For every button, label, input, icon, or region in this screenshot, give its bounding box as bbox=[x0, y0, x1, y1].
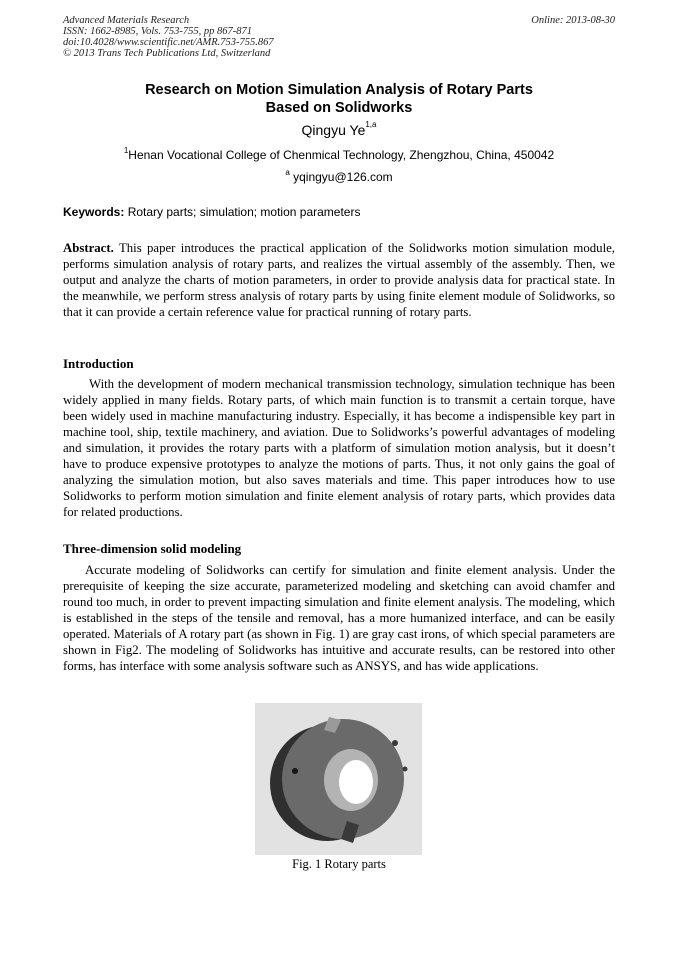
journal-name: Advanced Materials Research bbox=[63, 15, 190, 26]
rotary-part-image bbox=[255, 703, 422, 855]
keywords-label: Keywords: bbox=[63, 205, 125, 219]
issn-line: ISSN: 1662-8985, Vols. 753-755, pp 867-871 bbox=[63, 26, 252, 37]
title-line-1: Research on Motion Simulation Analysis of Rotary Parts bbox=[145, 82, 533, 98]
journal-header bbox=[63, 15, 615, 59]
rotary-part-figure bbox=[255, 703, 422, 855]
affiliation-text: Henan Vocational College of Chenmical Technology, Zhengzhou, China, 450042 bbox=[128, 148, 555, 162]
email-sup: a bbox=[285, 168, 290, 177]
author-line bbox=[63, 122, 615, 138]
email-line bbox=[63, 170, 615, 184]
author-sup: 1,a bbox=[365, 120, 377, 129]
copyright-line: © 2013 Trans Tech Publications Ltd, Switzerland bbox=[63, 48, 271, 59]
affiliation-sup: 1 bbox=[123, 146, 129, 155]
author-name: Qingyu Ye bbox=[301, 122, 366, 138]
keywords bbox=[63, 205, 615, 219]
paper-title bbox=[63, 81, 615, 117]
modeling-heading: Three-dimension solid modeling bbox=[63, 541, 242, 556]
online-date: Online: 2013-08-30 bbox=[531, 15, 615, 26]
doi-line: doi:10.4028/www.scientific.net/AMR.753-755.867 bbox=[63, 37, 274, 48]
abstract bbox=[63, 240, 615, 320]
keywords-text: Rotary parts; simulation; motion parameters bbox=[127, 205, 361, 219]
affiliation-line bbox=[63, 148, 615, 162]
modeling-body: Accurate modeling of Solidworks can certify for simulation and finite element analysis. Under the prerequisite of keeping the size accurate, parameterized modeling and sketching can avoid chamfer and round too much, in order to prevent impacting simulation and finite element analysis. The modeling, which is established in the steps of the tensile and removal, has a more humanized interface, and can be easily operated. Materials of A rotary part (as shown in Fig. 1) are gray cast irons, of which special parameters are shown in Fig2. The modeling of Solidworks has intuitive and accurate results, can be restored into other forms, has interface with some analysis software such as ANSYS, and has wide applications. bbox=[63, 563, 615, 673]
introduction-heading: Introduction bbox=[63, 356, 134, 371]
abstract-text: This paper introduces the practical application of the Solidworks motion simulation module, performs simulation analysis of rotary parts, and realizes the virtual assembly of the assembly. Then, we output and analyze the charts of motion parameters, in order to provide analysis data for practical state. In the meanwhile, we perform stress analysis of rotary parts by using finite element module of Solidworks, so that it can provide a certain reference value for practical running of rotary parts. bbox=[63, 241, 615, 319]
introduction-body: With the development of modern mechanical transmission technology, simulation technique has been widely applied in many fields. Rotary parts, of which main function is to transmit a certain torque, have been widely used in machine manufacturing industry. Especially, it has become a indispensible key part in machine tool, ship, textile machinery, and aviation. Due to Solidworks’s powerful advantages of modeling and simulation, it provides the rotary parts with a platform of simulation motion analysis, but it doesn’t have to produce expensive prototypes to analyze the motions of parts. Thus, it not only gains the goal of analyzing the simulation motion, but also saves materials and time. This paper introduces how to use Solidworks to perform motion simulation and finite element analysis of rotary parts, which provides data for related productions. bbox=[63, 377, 615, 519]
email-address[interactable]: yqingyu@126.com bbox=[293, 170, 393, 184]
abstract-label: Abstract. bbox=[63, 241, 114, 255]
figure-caption: Fig. 1 Rotary parts bbox=[292, 857, 386, 871]
title-line-2: Based on Solidworks bbox=[265, 100, 413, 116]
